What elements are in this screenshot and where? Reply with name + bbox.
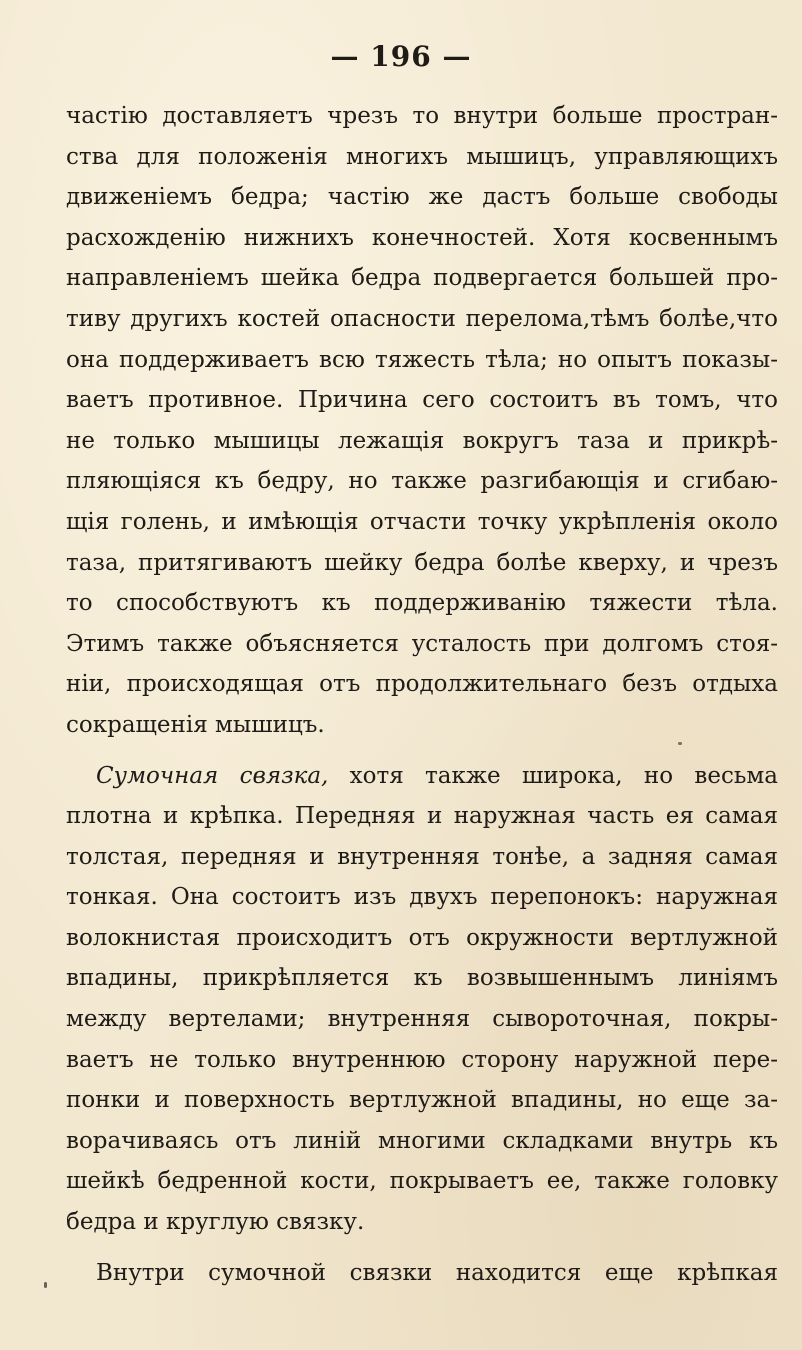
body-text <box>66 96 778 1293</box>
text-line: то способствуютъ къ поддерживанію тяжести тѣла. <box>66 590 778 617</box>
text-line: ворачиваясь отъ линій многими складками внутрь къ <box>66 1127 778 1154</box>
text-line: понки и поверхность вертлужной впадины, но еще за- <box>66 1087 778 1114</box>
text-fragment: хотя также широка, но весьма <box>328 762 778 789</box>
text-line: ства для положенія многихъ мышицъ, управляющихъ <box>66 143 778 170</box>
text-line: бедра и круглую связку. <box>66 1209 365 1236</box>
text-line: щія голень, и имѣющія отчасти точку укрѣпленія около <box>66 508 778 535</box>
text-line: таза, притягиваютъ шейку бедра болѣе кверху, и чрезъ <box>66 549 778 576</box>
text-line: толстая, передняя и внутренняя тонѣе, а задняя самая <box>66 843 778 870</box>
text-line: плотна и крѣпка. Передняя и наружная часть ея самая <box>66 803 778 830</box>
text-line: Этимъ также объясняется усталость при долгомъ стоя- <box>66 630 778 657</box>
text-line: ваетъ не только внутреннюю сторону наружной пере- <box>66 1046 778 1073</box>
text-line: частію доставляетъ чрезъ то внутри больше простран- <box>66 103 778 129</box>
text-line: тиву другихъ костей опасности перелома,тѣмъ болѣе,что <box>66 305 778 332</box>
paragraph-2 <box>66 756 778 1243</box>
text-line: Внутри сумочной связки находится еще крѣпкая <box>96 1259 778 1286</box>
text-line: не только мышицы лежащія вокругъ таза и прикрѣ- <box>66 427 778 454</box>
text-line: движеніемъ бедра; частію же дастъ больше свободы <box>66 184 778 211</box>
text-line: она поддерживаетъ всю тяжесть тѣла; но опытъ показы- <box>66 346 778 373</box>
text-line <box>66 756 778 797</box>
text-line: расхожденію нижнихъ конечностей. Хотя косвеннымъ <box>66 224 778 251</box>
text-line: между вертелами; внутренняя сывороточная, покры- <box>66 1006 778 1033</box>
ink-speck <box>44 1282 47 1288</box>
text-line: ваетъ противное. Причина сего состоитъ въ томъ, что <box>66 387 778 414</box>
text-line: тонкая. Она состоитъ изъ двухъ перепонокъ: наружная <box>66 884 778 911</box>
paragraph-3 <box>66 1253 778 1294</box>
text-line: волокнистая происходитъ отъ окружности вертлужной <box>66 924 778 951</box>
page-number: — 196 — <box>330 40 472 73</box>
text-line: шейкѣ бедренной кости, покрываетъ ее, также головку <box>66 1168 778 1195</box>
text-line: сокращенія мышицъ. <box>66 711 325 738</box>
text-line: пляющіяся къ бедру, но также разгибающія и сгибаю- <box>66 468 778 495</box>
text-line: впадины, прикрѣпляется къ возвышеннымъ линіямъ <box>66 965 778 992</box>
text-line: направленіемъ шейка бедра подвергается большей про- <box>66 265 778 292</box>
italic-term: Сумочная связка, <box>96 762 329 789</box>
text-line: ніи, происходящая отъ продолжительнаго безъ отдыха <box>66 671 778 698</box>
ink-speck <box>678 742 682 745</box>
paragraph-1 <box>66 96 778 746</box>
